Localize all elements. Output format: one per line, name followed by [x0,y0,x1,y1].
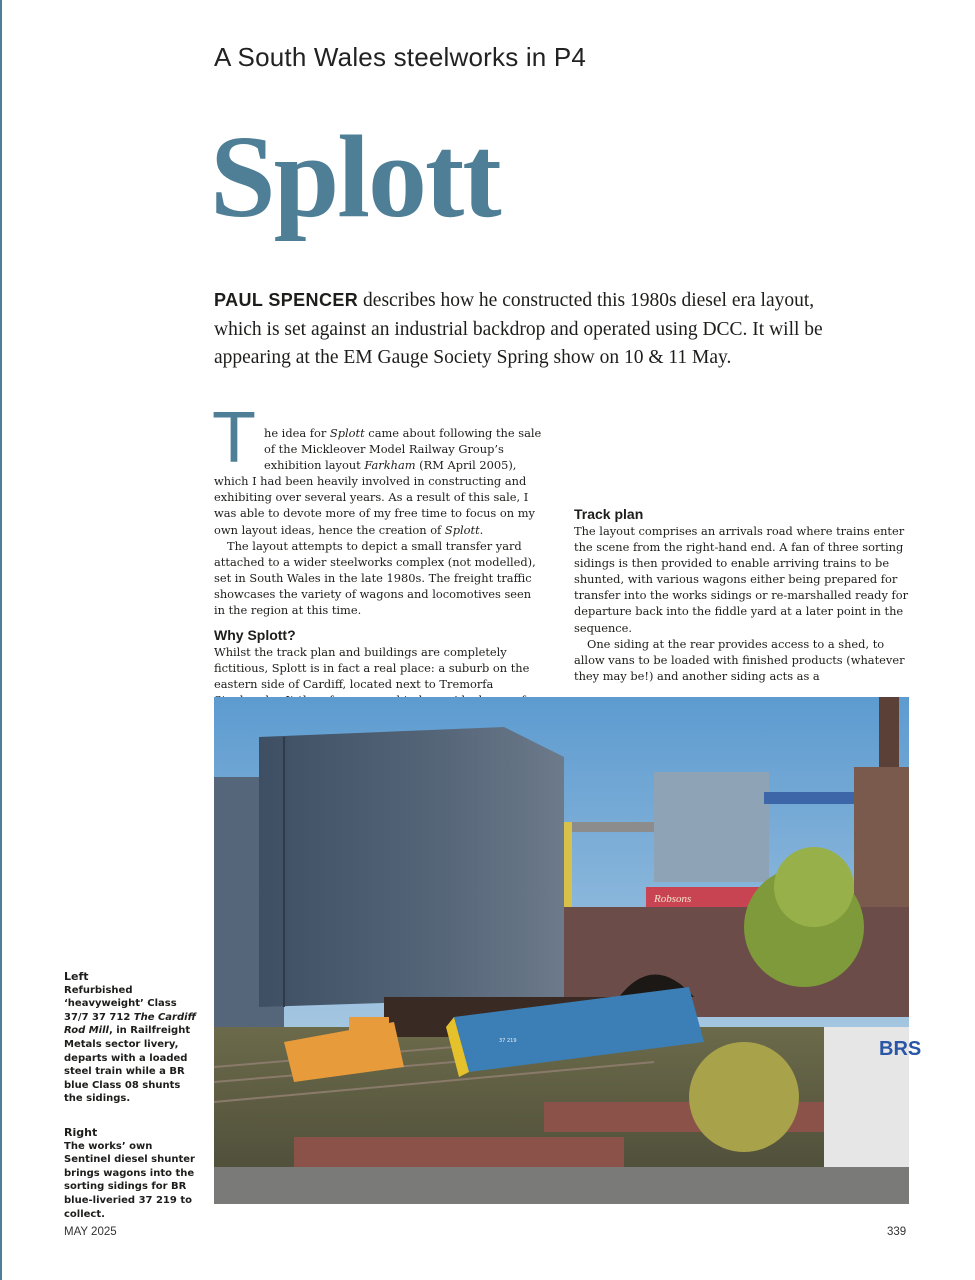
brick-wall-low [294,1137,624,1167]
article-headline: Splott [210,111,500,242]
roadway [214,1167,909,1204]
text-run: (RM April 2005), which I had been heavily involved in constructing and exhibiting over several years. As a result of this sale, I was able to devote more of my free time to focus on my own layout ideas, hence the creation of [214,458,535,537]
brick-tower [854,767,909,907]
lorry-logo: BRS [879,1038,922,1060]
van-logo-text: Robsons [654,893,692,905]
loco-name-italic: The Cardiff Rod Mill [64,1011,196,1037]
layout-name-italic: Farkham [364,458,416,473]
caption-right [64,1126,198,1221]
subheading-why-splott: Why Splott? [214,627,296,644]
caption-left [64,970,198,1106]
article-kicker: A South Wales steelworks in P4 [214,42,587,72]
distant-building [654,772,769,882]
standfirst-text: describes how he constructed this 1980s diesel era layout, which is set against an industrial backdrop and operated using DCC. It will be appearing at the EM Gauge Society Spring show on 10 & 11 May. [214,290,823,368]
body-paragraph-2: The layout attempts to depict a small transfer yard attached to a wider steelworks complex (not modelled), set in South Wales in the late 1980s. The freight traffic showcases the variety of wagons and locomotives seen in the region at this time. [214,538,536,618]
caption-right-text: The works’ own Sentinel diesel shunter brings wagons into the sorting sidings for BR blue-liveried 37 219 to collect. [64,1140,195,1220]
gantry-beam [764,792,859,804]
standfirst [214,286,864,373]
layout-name-italic: Splott [329,426,365,440]
photo-illustration [214,697,922,1204]
loco-number: 37 219 [499,1038,517,1044]
text-run: came about following the sale of the Mickleover Model Railway Group’s exhibition layout [263,426,542,473]
body-paragraph-3: Whilst the track plan and buildings are completely fictitious, Splott is in fact a real place: a suburb on the eastern side of Cardiff, located next to Tremorfa [214,645,530,692]
text-run: , in Railfreight Metals sector livery, departs with a loaded steel train while a BR blue Class 08 shunts the sidings. [64,1025,191,1105]
body-paragraph-4: The layout comprises an arrivals road where trains enter the scene from the right-hand end. A fan of three sorting sidings is then provided to enable arriving trains to be shunted, with various wagons either being prepared for transfer into the works sidings or re-marshalled ready for departure back into the fiddle yard at a later point in the sequence. [574,524,909,635]
bush-foreground [689,1042,799,1152]
page-edge-rule [0,0,2,1280]
author-name: PAUL SPENCER [214,290,359,310]
pipe-bridge [564,822,654,832]
caption-left-heading: Left [64,970,89,983]
text-run: Refurbished ‘heavyweight’ Class 37/7 37 712 [64,984,177,1023]
subheading-track-plan: Track plan [574,506,644,522]
page-number: 339 [887,1226,907,1238]
body-column-left [212,398,544,741]
body-column-right [574,425,909,684]
caption-right-heading: Right [64,1126,98,1139]
text-run: he idea for [263,426,330,440]
steel-shed [259,727,564,1007]
body-paragraph-1 [212,398,544,538]
body-paragraph-5: One siding at the rear provides access to a shed, to allow vans to be loaded with finished products (whatever they may be!) and another siding acts as a [574,636,905,683]
drop-cap: T [212,398,256,478]
text-run: . [479,522,484,537]
footer-date: MAY 2025 [64,1226,117,1238]
layout-photograph [214,697,922,1204]
layout-name-italic: Splott [444,522,480,537]
